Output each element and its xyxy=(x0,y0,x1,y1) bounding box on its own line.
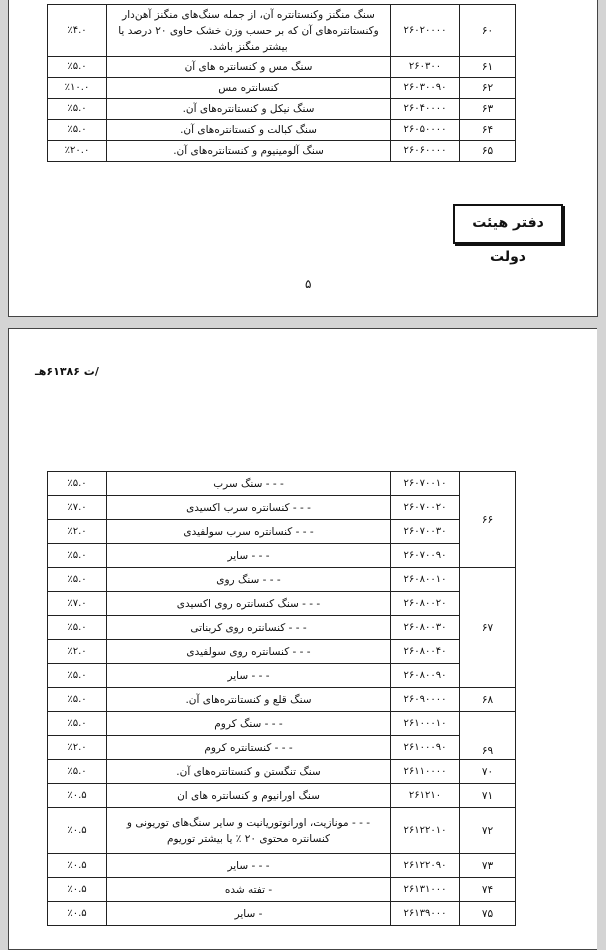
tariff-code: ۲۶۰۸۰۰۹۰ xyxy=(391,664,460,688)
item-description: - - - سنگ سرب xyxy=(107,472,391,496)
item-description: - - - کنسانتره سرب سولفیدی xyxy=(107,520,391,544)
row-number: ۶۶ xyxy=(460,472,516,568)
item-description: - - - سنگ کروم xyxy=(107,712,391,736)
item-description: - - - کنستانتره کروم xyxy=(107,736,391,760)
item-description: سنگ قلع و کنستانتره‌های آن. xyxy=(107,688,391,712)
table-row xyxy=(48,854,516,878)
document-page-5 xyxy=(8,0,598,317)
item-description: - تفته شده xyxy=(107,878,391,902)
tariff-code: ۲۶۰۸۰۰۱۰ xyxy=(391,568,460,592)
item-description: - - - کنسانتره روی سولفیدی xyxy=(107,640,391,664)
document-page-6 xyxy=(8,328,597,950)
tariff-code: ۲۶۰۸۰۰۲۰ xyxy=(391,592,460,616)
row-number: ۶۱ xyxy=(460,57,516,78)
table-row xyxy=(48,664,516,688)
table-row xyxy=(48,520,516,544)
item-description: - - - سایر xyxy=(107,854,391,878)
item-description: - - - کنسانتره سرب اکسیدی xyxy=(107,496,391,520)
table-row xyxy=(48,712,516,736)
duty-rate: ٪۴.۰ xyxy=(48,5,107,57)
duty-rate: ٪۰.۵ xyxy=(48,854,107,878)
tariff-code: ۲۶۱۲۲۰۱۰ xyxy=(391,808,460,854)
tariff-code: ۲۶۱۱۰۰۰۰ xyxy=(391,760,460,784)
table-row xyxy=(48,496,516,520)
row-number: ۷۴ xyxy=(460,878,516,902)
item-description: سنگ نیکل و کنستانتره‌های آن. xyxy=(107,99,391,120)
item-description: سنگ مس و کنسانتره های آن xyxy=(107,57,391,78)
table-row xyxy=(48,736,516,760)
duty-rate: ٪۲.۰ xyxy=(48,640,107,664)
tariff-code: ۲۶۰۳۰۰۹۰ xyxy=(391,78,460,99)
item-description: سنگ اورانیوم و کنسانتره های ان xyxy=(107,784,391,808)
page-number: ۵ xyxy=(305,277,312,291)
row-number: ۶۴ xyxy=(460,120,516,141)
duty-rate: ٪۵.۰ xyxy=(48,99,107,120)
tariff-code: ۲۶۰۵۰۰۰۰ xyxy=(391,120,460,141)
tariff-code: ۲۶۱۰۰۰۹۰ xyxy=(391,736,460,760)
item-description: - سایر xyxy=(107,902,391,926)
row-number: ۷۳ xyxy=(460,854,516,878)
tariff-table-page-6 xyxy=(47,471,516,926)
table-row xyxy=(48,640,516,664)
document-reference-number: /ت ۶۱۳۸۶هـ xyxy=(35,365,99,378)
row-number: ۷۲ xyxy=(460,808,516,854)
tariff-code: ۲۶۰۸۰۰۴۰ xyxy=(391,640,460,664)
duty-rate: ٪۵.۰ xyxy=(48,120,107,141)
item-description: - - - سایر xyxy=(107,544,391,568)
item-description: سنگ آلومینیوم و کنستانتره‌های آن. xyxy=(107,141,391,162)
row-number: ۶۹ xyxy=(460,712,516,760)
tariff-code: ۲۶۰۳۰۰ xyxy=(391,57,460,78)
row-number: ۶۵ xyxy=(460,141,516,162)
row-number: ۷۱ xyxy=(460,784,516,808)
duty-rate: ٪۵.۰ xyxy=(48,712,107,736)
tariff-code: ۲۶۰۸۰۰۳۰ xyxy=(391,616,460,640)
tariff-code: ۲۶۱۲۱۰ xyxy=(391,784,460,808)
item-description: کنسانتره مس xyxy=(107,78,391,99)
row-number: ۷۰ xyxy=(460,760,516,784)
tariff-code: ۲۶۰۷۰۰۲۰ xyxy=(391,496,460,520)
tariff-code: ۲۶۱۲۲۰۹۰ xyxy=(391,854,460,878)
duty-rate: ٪۵.۰ xyxy=(48,544,107,568)
tariff-code: ۲۶۰۷۰۰۹۰ xyxy=(391,544,460,568)
table-row xyxy=(48,902,516,926)
duty-rate: ٪۲.۰ xyxy=(48,736,107,760)
tariff-code: ۲۶۰۹۰۰۰۰ xyxy=(391,688,460,712)
row-number: ۶۲ xyxy=(460,78,516,99)
tariff-code: ۲۶۰۷۰۰۳۰ xyxy=(391,520,460,544)
table-row xyxy=(48,120,516,141)
item-description: - - - کنسانتره روی کربناتی xyxy=(107,616,391,640)
table-row xyxy=(48,784,516,808)
row-number: ۷۵ xyxy=(460,902,516,926)
row-number: ۶۳ xyxy=(460,99,516,120)
duty-rate: ٪۵.۰ xyxy=(48,616,107,640)
duty-rate: ٪۵.۰ xyxy=(48,472,107,496)
tariff-code: ۲۶۰۴۰۰۰۰ xyxy=(391,99,460,120)
table-row xyxy=(48,99,516,120)
table-row xyxy=(48,878,516,902)
item-description: - - - مونازیت، اورانوتوریانیت و سایر سنگ‌های توریونی و کنسانتره محتوی ۲۰ ٪ یا بیشتر توریوم xyxy=(107,808,391,854)
tariff-table-page-5 xyxy=(47,4,516,162)
duty-rate: ٪۰.۵ xyxy=(48,902,107,926)
duty-rate: ٪۷.۰ xyxy=(48,592,107,616)
tariff-code: ۲۶۰۶۰۰۰۰ xyxy=(391,141,460,162)
duty-rate: ٪۵.۰ xyxy=(48,568,107,592)
row-number: ۶۰ xyxy=(460,5,516,57)
tariff-code: ۲۶۱۳۱۰۰۰ xyxy=(391,878,460,902)
table-row xyxy=(48,78,516,99)
tariff-code: ۲۶۱۰۰۰۱۰ xyxy=(391,712,460,736)
table-row xyxy=(48,5,516,57)
item-description: - - - سنگ کنسانتره روی اکسیدی xyxy=(107,592,391,616)
cabinet-office-stamp: دفتر هیئت دولت xyxy=(453,204,563,244)
duty-rate: ٪۵.۰ xyxy=(48,664,107,688)
duty-rate: ٪۱۰.۰ xyxy=(48,78,107,99)
item-description: سنگ تنگستن و کنستانتره‌های آن. xyxy=(107,760,391,784)
duty-rate: ٪۰.۵ xyxy=(48,878,107,902)
table-row xyxy=(48,808,516,854)
tariff-code: ۲۶۰۷۰۰۱۰ xyxy=(391,472,460,496)
table-row xyxy=(48,616,516,640)
tariff-code: ۲۶۱۳۹۰۰۰ xyxy=(391,902,460,926)
table-row xyxy=(48,568,516,592)
tariff-code: ۲۶۰۲۰۰۰۰ xyxy=(391,5,460,57)
table-row xyxy=(48,472,516,496)
row-number: ۶۸ xyxy=(460,688,516,712)
duty-rate: ٪۵.۰ xyxy=(48,688,107,712)
table-row xyxy=(48,141,516,162)
duty-rate: ٪۷.۰ xyxy=(48,496,107,520)
row-number: ۶۷ xyxy=(460,568,516,688)
item-description: - - - سایر xyxy=(107,664,391,688)
duty-rate: ٪۵.۰ xyxy=(48,760,107,784)
table-row xyxy=(48,592,516,616)
item-description: سنگ کبالت و کنستانتره‌های آن. xyxy=(107,120,391,141)
duty-rate: ٪۲.۰ xyxy=(48,520,107,544)
duty-rate: ٪۵.۰ xyxy=(48,57,107,78)
table-row xyxy=(48,760,516,784)
table-row xyxy=(48,688,516,712)
item-description: - - - سنگ روی xyxy=(107,568,391,592)
duty-rate: ٪۲۰.۰ xyxy=(48,141,107,162)
duty-rate: ٪۰.۵ xyxy=(48,808,107,854)
item-description: سنگ منگنز وکنستانتره آن، از جمله سنگ‌های منگنز آهن‌دار وکنستانتره‌های آن که بر حسب وزن خشک حاوی ۲۰ درصد یا بیشتر منگنز باشد. xyxy=(107,5,391,57)
table-row xyxy=(48,544,516,568)
table-row xyxy=(48,57,516,78)
duty-rate: ٪۰.۵ xyxy=(48,784,107,808)
